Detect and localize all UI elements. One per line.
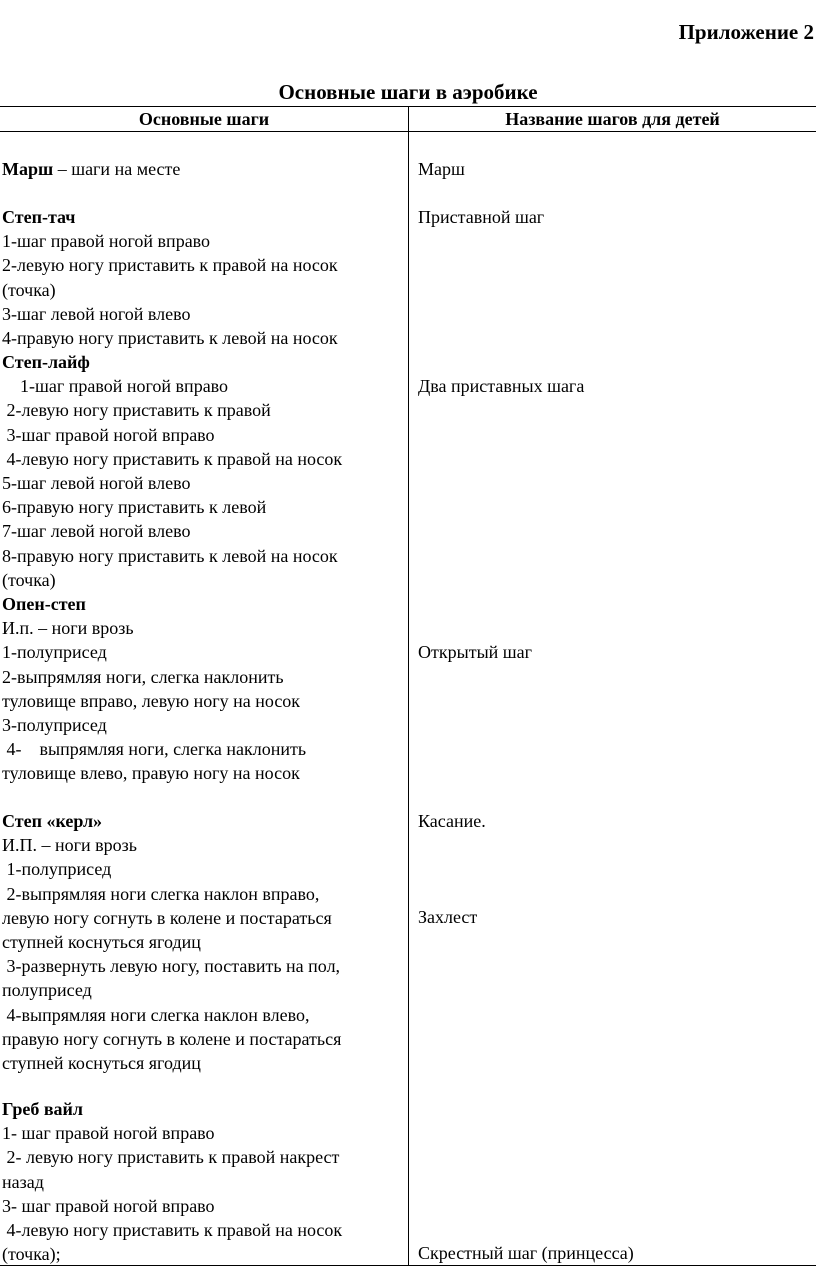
step-line: 1-шаг правой ногой вправо — [2, 231, 211, 252]
column-header-basic-steps: Основные шаги — [138, 109, 270, 129]
kids-name-grapevine: Скрестный шаг (принцесса) — [418, 1243, 634, 1263]
step-line: 3-полуприсед — [2, 715, 107, 736]
step-line: 1-шаг правой ногой вправо — [2, 376, 229, 397]
step-line: 1-полуприсед — [2, 859, 112, 880]
step-line: назад — [2, 1171, 44, 1192]
step-life — [2, 350, 342, 592]
step-line: 2-выпрямляя ноги слегка наклон вправо, — [2, 883, 320, 904]
kids-name-touch: Касание. — [418, 811, 486, 831]
document-title: Основные шаги в аэробике — [278, 80, 538, 104]
step-line: 2-левую ногу приставить к правой на носок — [2, 255, 338, 276]
step-name: Марш — [2, 159, 54, 179]
step-line: 2- левую ногу приставить к правой накрест — [2, 1147, 340, 1168]
kids-name-open-step: Открытый шаг — [418, 642, 533, 662]
step-line: 2-левую ногу приставить к правой — [2, 400, 271, 421]
step-line: 3- шаг правой ногой вправо — [2, 1195, 215, 1216]
step-line: 4- выпрямляя ноги, слегка наклонить — [2, 739, 307, 760]
step-name: Степ-лайф — [2, 352, 90, 372]
step-line: 3-шаг левой ногой влево — [2, 303, 191, 324]
step-line: 1-полуприсед — [2, 642, 107, 663]
step-line: 5-шаг левой ногой влево — [2, 473, 191, 494]
header-divider — [0, 131, 816, 132]
step-name: Степ-тач — [2, 207, 76, 227]
open-step — [2, 592, 306, 786]
step-line: 4-выпрямляя ноги слегка наклон влево, — [2, 1004, 310, 1025]
step-line: 7-шаг левой ногой влево — [2, 521, 191, 542]
step-line: (точка) — [2, 569, 56, 590]
step-name: Степ «керл» — [2, 811, 103, 831]
step-line: 4-правую ногу приставить к левой на носок — [2, 328, 338, 349]
kids-name-step-touch: Приставной шаг — [418, 207, 545, 227]
grapevine-step — [2, 1097, 342, 1266]
step-line: И.п. – ноги врозь — [2, 618, 134, 639]
kids-name-march: Марш — [418, 159, 465, 179]
step-line: 4-левую ногу приставить к правой на носок — [2, 1220, 343, 1241]
steps-table — [0, 106, 816, 1266]
step-line: туловище влево, правую ногу на носок — [2, 763, 300, 784]
step-line: левую ногу согнуть в колене и постараться — [2, 907, 332, 928]
step-march — [2, 157, 180, 181]
step-line: И.П. – ноги врозь — [2, 835, 137, 856]
step-line: (точка); — [2, 1244, 61, 1265]
step-line: 1- шаг правой ногой вправо — [2, 1123, 215, 1144]
step-line: (точка) — [2, 279, 56, 300]
column-divider — [408, 107, 409, 1265]
step-description: – шаги на месте — [53, 159, 181, 179]
step-line: полуприсед — [2, 980, 92, 1001]
step-line: 8-правую ногу приставить к левой на носок — [2, 545, 338, 566]
column-header-kids-names: Название шагов для детей — [505, 109, 720, 129]
step-line: ступней коснуться ягодиц — [2, 932, 201, 953]
step-line: 2-выпрямляя ноги, слегка наклонить — [2, 666, 284, 687]
step-line: 3-шаг правой ногой вправо — [2, 424, 215, 445]
step-line: правую ногу согнуть в колене и постараться — [2, 1028, 342, 1049]
step-name: Греб вайл — [2, 1099, 84, 1119]
step-name: Опен-степ — [2, 594, 86, 614]
appendix-label: Приложение 2 — [678, 20, 814, 44]
step-line: туловище вправо, левую ногу на носок — [2, 690, 301, 711]
step-curl — [2, 809, 341, 1075]
kids-name-whip: Захлест — [418, 907, 478, 927]
step-touch — [2, 205, 338, 350]
step-line: 3-развернуть левую ногу, поставить на пол, — [2, 956, 341, 977]
step-line: 4-левую ногу приставить к правой на носок — [2, 448, 343, 469]
kids-name-step-life: Два приставных шага — [418, 376, 585, 396]
step-line: ступней коснуться ягодиц — [2, 1053, 201, 1074]
step-line: 6-правую ногу приставить к левой — [2, 497, 267, 518]
